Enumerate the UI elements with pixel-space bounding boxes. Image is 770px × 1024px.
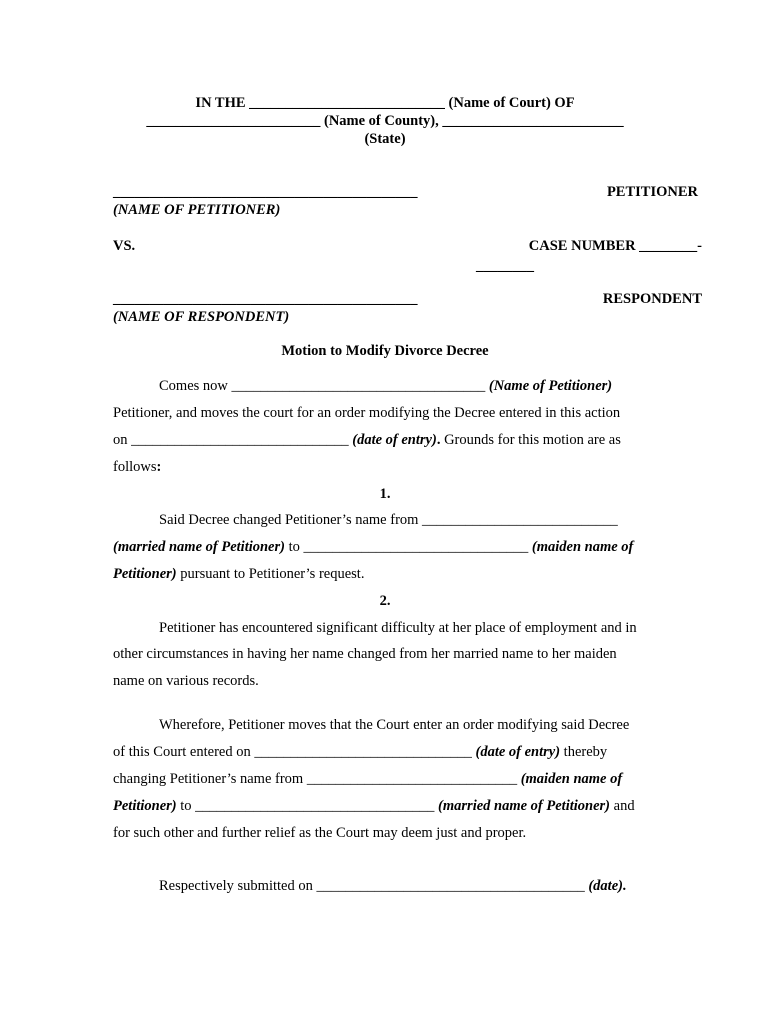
wherefore-line-3 [113, 770, 622, 788]
wherefore-text: of this Court entered on ______________________________ [113, 744, 476, 760]
intro-text: follows [113, 459, 157, 475]
intro-line-4 [113, 458, 161, 476]
wherefore-text: changing Petitioner’s name from _____________________________ [113, 771, 521, 787]
intro-text: Comes now ___________________________________ [159, 378, 489, 394]
section-1-placeholder: Petitioner) [113, 566, 177, 582]
petitioner-name-label: (NAME OF PETITIONER) [113, 202, 281, 218]
caption-state-line: (State) [364, 131, 406, 147]
wherefore-placeholder: (married name of Petitioner) [438, 798, 611, 814]
wherefore-line-5: for such other and further relief as the Court may deem just and proper. [113, 825, 527, 841]
section-2-number: 2. [379, 593, 391, 609]
intro-line-1 [159, 377, 612, 395]
versus-label: VS. [113, 238, 136, 254]
respondent-name-label: (NAME OF RESPONDENT) [113, 309, 290, 325]
wherefore-placeholder: (maiden name of [520, 771, 623, 787]
petitioner-blank: __________________________________________ [113, 184, 418, 200]
intro-line-2: Petitioner, and moves the court for an order modifying the Decree entered in this action [113, 405, 621, 421]
submitted-text: Respectively submitted on _____________________________________ [159, 878, 589, 894]
wherefore-line-2 [113, 743, 607, 761]
case-number-label: CASE NUMBER ________- [528, 238, 702, 254]
section-1-line-3 [113, 565, 364, 583]
section-2-line-1: Petitioner has encountered significant difficulty at her place of employment and in [159, 620, 637, 636]
section-1-number: 1. [379, 486, 391, 502]
intro-period: . [436, 432, 441, 448]
section-1-text: pursuant to Petitioner’s request. [176, 566, 365, 582]
respondent-blank: __________________________________________ [113, 291, 418, 307]
wherefore-text: thereby [560, 744, 608, 760]
respondent-label: RESPONDENT [602, 291, 702, 307]
wherefore-text: to _________________________________ [176, 798, 439, 814]
section-1-placeholder: (married name of Petitioner) [113, 539, 285, 555]
section-2-line-2: other circumstances in having her name changed from her married name to her maiden [113, 646, 617, 662]
intro-text: on ______________________________ [113, 432, 353, 448]
caption-county-line: ________________________ (Name of County), _________________________ [146, 113, 624, 129]
intro-colon: : [156, 459, 162, 475]
section-2-line-3: name on various records. [113, 673, 259, 689]
wherefore-placeholder: (date of entry) [475, 744, 561, 760]
wherefore-placeholder: Petitioner) [113, 798, 177, 814]
section-1-line-2 [113, 538, 633, 556]
wherefore-line-1: Wherefore, Petitioner moves that the Court enter an order modifying said Decree [159, 717, 630, 733]
intro-placeholder: (Name of Petitioner) [488, 378, 613, 394]
submitted-line [159, 877, 627, 895]
section-1-text: to _______________________________ [284, 539, 532, 555]
petitioner-label: PETITIONER [606, 184, 698, 200]
case-number-continuation: ________ [476, 258, 534, 274]
intro-line-3 [113, 431, 621, 449]
caption-court-line: IN THE ___________________________ (Name of Court) OF [195, 95, 575, 111]
wherefore-line-4 [113, 797, 635, 815]
wherefore-text: and [610, 798, 635, 814]
submitted-placeholder: (date). [588, 878, 627, 894]
document-title: Motion to Modify Divorce Decree [281, 343, 489, 359]
section-1-placeholder: (maiden name of [531, 539, 634, 555]
intro-placeholder: (date of entry) [352, 432, 437, 448]
intro-text: Grounds for this motion are as [440, 432, 621, 448]
section-1-line-1: Said Decree changed Petitioner’s name from ___________________________ [159, 512, 618, 528]
